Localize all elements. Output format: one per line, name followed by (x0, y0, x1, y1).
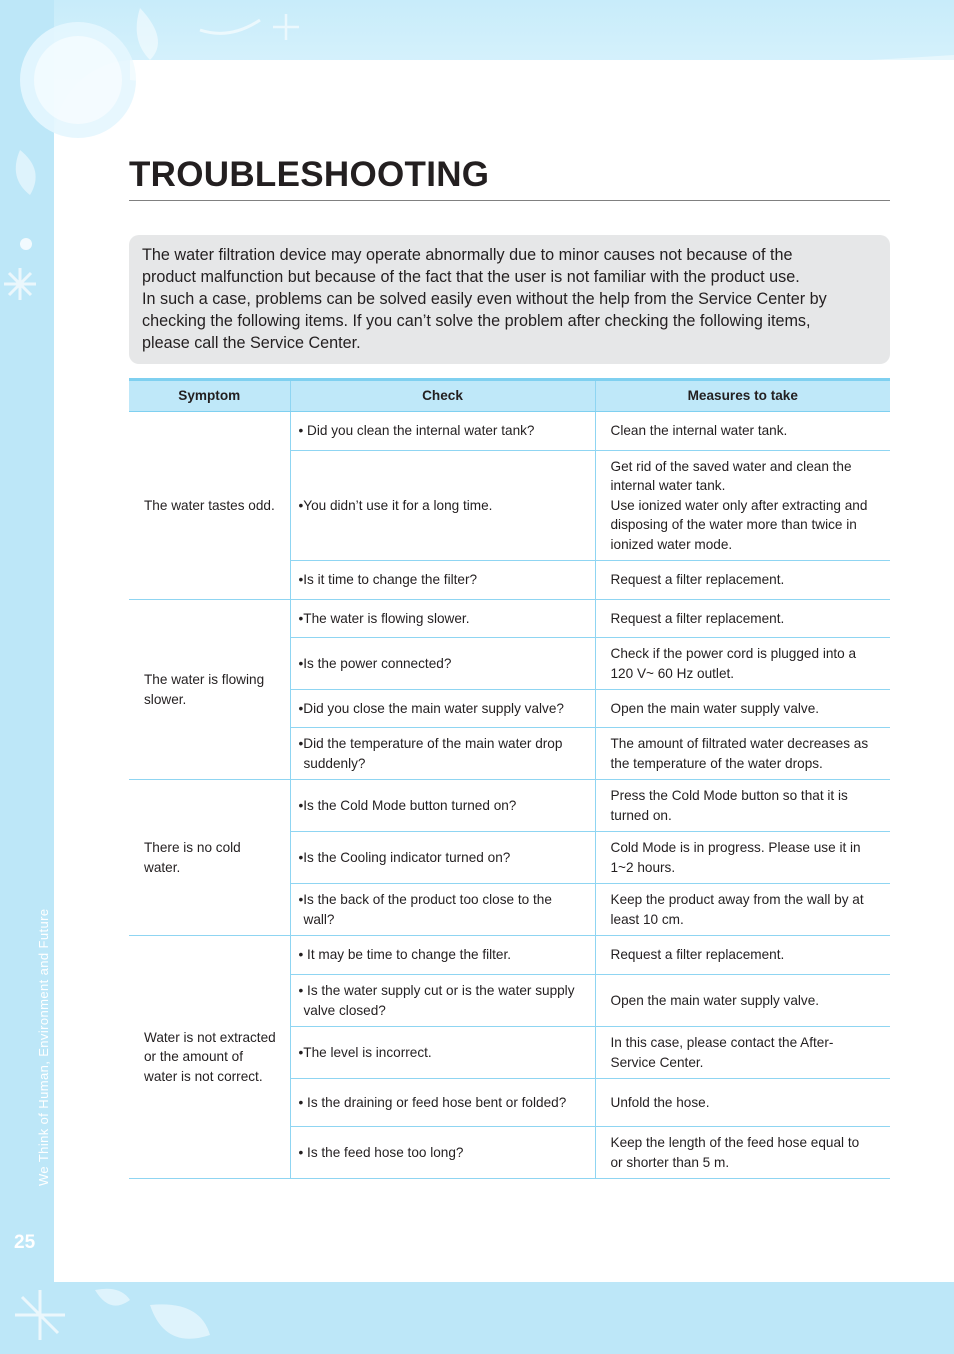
bubble-icon (34, 36, 122, 124)
check-line: •Is it time to change the filter? (298, 572, 478, 588)
check-line: •Is the back of the product too close to the (298, 892, 552, 907)
check-line: •Did you close the main water supply valve? (298, 700, 564, 716)
star-icon (15, 1290, 65, 1340)
wave-icon (200, 20, 260, 33)
check-line: • Is the water supply cut or is the water supply (298, 983, 575, 998)
check-cell (290, 884, 595, 936)
measure-cell (595, 1127, 890, 1179)
measure-line: Keep the product away from the wall by at (610, 892, 864, 907)
measure-line: 1~2 hours. (610, 859, 676, 875)
leaf-icon (150, 1304, 210, 1338)
header-check: Check (290, 380, 595, 412)
check-line: valve closed? (303, 1002, 386, 1018)
measure-line: Request a filter replacement. (610, 572, 785, 588)
check-cell (290, 412, 595, 451)
check-cell (290, 1127, 595, 1179)
measure-line: Press the Cold Mode button so that it is (610, 788, 848, 803)
check-line: • Did you clean the internal water tank? (298, 423, 535, 439)
check-cell (290, 1079, 595, 1127)
check-line: •Is the Cold Mode button turned on? (298, 797, 517, 813)
leaf-icon (16, 150, 36, 195)
measure-line: turned on. (610, 807, 672, 823)
table-header-row (129, 380, 890, 412)
measure-line: disposing of the water more than twice in (610, 517, 857, 533)
check-cell (290, 936, 595, 975)
measure-line: ionized water mode. (610, 536, 733, 552)
check-cell (290, 832, 595, 884)
measure-cell (595, 638, 890, 690)
measure-cell (595, 600, 890, 638)
measure-line: internal water tank. (610, 478, 726, 494)
check-line: •The level is incorrect. (298, 1044, 432, 1060)
measure-line: or shorter than 5 m. (610, 1154, 730, 1170)
table-row (129, 600, 890, 638)
symptom-cell: There is no cold water. (129, 780, 290, 936)
measure-cell (595, 975, 890, 1027)
check-cell (290, 975, 595, 1027)
check-line: • Is the feed hose too long? (298, 1144, 464, 1160)
check-cell (290, 728, 595, 780)
measure-line: Check if the power cord is plugged into a (610, 646, 857, 661)
check-cell (290, 451, 595, 561)
measure-line: Clean the internal water tank. (610, 423, 788, 439)
check-cell (290, 690, 595, 728)
intro-line: The water filtration device may operate abnormally due to minor causes not because of the (142, 246, 793, 264)
star-icon (4, 268, 36, 300)
page-title: TROUBLESHOOTING (129, 155, 490, 194)
table-row (129, 412, 890, 451)
measure-line: Open the main water supply valve. (610, 700, 820, 716)
check-line: •Did the temperature of the main water drop (298, 736, 563, 751)
intro-line: please call the Service Center. (142, 334, 361, 352)
measure-cell (595, 832, 890, 884)
symptom-cell: Water is not extracted or the amount of water is not correct. (129, 936, 290, 1179)
check-line: •The water is flowing slower. (298, 610, 470, 626)
symptom-cell: The water is flowing slower. (129, 600, 290, 780)
header-measures: Measures to take (595, 380, 890, 412)
measure-cell (595, 884, 890, 936)
check-cell (290, 780, 595, 832)
check-line: • Is the draining or feed hose bent or folded? (298, 1094, 567, 1110)
measure-cell (595, 561, 890, 600)
check-line: • It may be time to change the filter. (298, 947, 512, 963)
title-divider (129, 200, 890, 201)
wave-icon (130, 55, 954, 95)
check-cell (290, 561, 595, 600)
side-tagline: We Think of Human, Environment and Future (36, 908, 51, 1186)
measure-line: Unfold the hose. (610, 1094, 710, 1110)
measure-cell (595, 780, 890, 832)
check-cell (290, 1027, 595, 1079)
intro-line: product malfunction but because of the fact that the user is not familiar with the product use. (142, 268, 800, 286)
check-line: wall? (303, 911, 335, 927)
measure-line: In this case, please contact the After- (610, 1035, 834, 1050)
check-cell (290, 638, 595, 690)
measure-line: Keep the length of the feed hose equal to (610, 1135, 860, 1150)
star-icon (273, 14, 299, 40)
measure-line: the temperature of the water drops. (610, 755, 823, 771)
measure-line: 120 V~ 60 Hz outlet. (610, 665, 735, 681)
measure-line: Use ionized water only after extracting and (610, 497, 868, 513)
table-row (129, 780, 890, 832)
check-line: •Is the Cooling indicator turned on? (298, 849, 511, 865)
measure-cell (595, 451, 890, 561)
measure-line: Get rid of the saved water and clean the (610, 458, 852, 474)
check-line: suddenly? (303, 755, 366, 771)
check-line: •You didn’t use it for a long time. (298, 497, 493, 513)
page-number: 25 (14, 1232, 36, 1253)
check-line: •Is the power connected? (298, 655, 452, 671)
leaf-icon (95, 1289, 130, 1306)
dot-icon (20, 238, 32, 250)
measure-line: Open the main water supply valve. (610, 992, 820, 1008)
troubleshooting-table (129, 378, 890, 1179)
measure-cell (595, 936, 890, 975)
leaf-icon (137, 8, 158, 60)
measure-cell (595, 1027, 890, 1079)
intro-line: In such a case, problems can be solved easily even without the help from the Service Center by (142, 290, 827, 308)
measure-line: The amount of filtrated water decreases as (610, 736, 869, 751)
measure-line: Request a filter replacement. (610, 610, 785, 626)
measure-line: least 10 cm. (610, 911, 684, 927)
symptom-cell: The water tastes odd. (129, 412, 290, 600)
measure-cell (595, 690, 890, 728)
intro-box (129, 235, 890, 364)
header-symptom: Symptom (129, 380, 290, 412)
table-row (129, 936, 890, 975)
check-cell (290, 600, 595, 638)
measure-line: Cold Mode is in progress. Please use it in (610, 840, 861, 855)
measure-cell (595, 412, 890, 451)
measure-cell (595, 728, 890, 780)
measure-line: Request a filter replacement. (610, 947, 785, 963)
intro-line: checking the following items. If you can’t solve the problem after checking the following items, (142, 312, 811, 330)
measure-line: Service Center. (610, 1054, 704, 1070)
measure-cell (595, 1079, 890, 1127)
